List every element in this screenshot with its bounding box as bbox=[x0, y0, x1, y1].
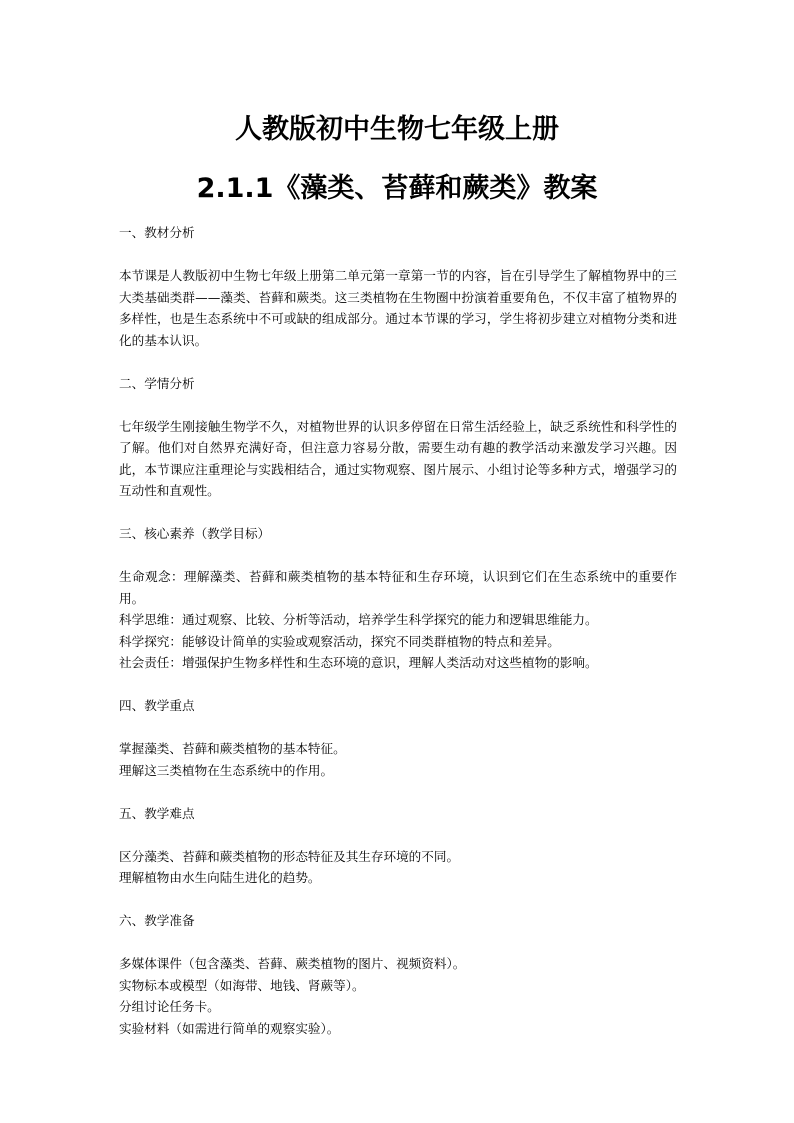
section-heading-core-literacy: 三、核心素养（教学目标） bbox=[119, 526, 271, 541]
document-body bbox=[119, 222, 677, 1039]
section-paragraph-textbook-analysis: 本节课是人教版初中生物七年级上册第二单元第一章第一节的内容，旨在引导学生了解植物界中的三大类基础类群——藻类、苔藓和蕨类。这三类植物在生物圈中扮演着重要角色，不仅丰富了植物界的多样性，也是生态系统中不可或缺的组成部分。通过本节课的学习，学生将初步建立对植物分类和进化的基本认识。 bbox=[119, 268, 677, 348]
section-heading-student-analysis: 二、学情分析 bbox=[119, 375, 195, 391]
objective-line: 科学思维：通过观察、比较、分析等活动，培养学生科学探究的能力和逻辑思维能力。 bbox=[119, 612, 598, 627]
difficulty-line: 理解植物由水生向陆生进化的趋势。 bbox=[119, 870, 321, 885]
document-subtitle: 2.1.1《藻类、苔藓和蕨类》教案 bbox=[196, 173, 598, 204]
preparation-line: 分组讨论任务卡。 bbox=[119, 999, 220, 1014]
objective-line: 科学探究：能够设计简单的实验或观察活动，探究不同类群植物的特点和差异。 bbox=[119, 633, 560, 649]
preparation-line: 实物标本或模型（如海带、地钱、肾蕨等）。 bbox=[119, 977, 365, 993]
objective-line: 生命观念：理解藻类、苔藓和蕨类植物的基本特征和生存环境，认识到它们在生态系统中的重要作用。 bbox=[119, 569, 677, 606]
preparation-line: 实验材料（如需进行简单的观察实验）。 bbox=[119, 1020, 340, 1036]
section-paragraph-student-analysis: 七年级学生刚接触生物学不久，对植物世界的认识多停留在日常生活经验上，缺乏系统性和科学性的了解。他们对自然界充满好奇，但注意力容易分散，需要生动有趣的教学活动来激发学习兴趣。因此，本节课应注重理论与实践相结合，通过实物观察、图片展示、小组讨论等多种方式，增强学习的互动性和直观性。 bbox=[119, 418, 677, 498]
document-title: 人教版初中生物七年级上册 bbox=[235, 114, 559, 145]
section-heading-preparation: 六、教学准备 bbox=[119, 913, 195, 928]
difficulty-line: 区分藻类、苔藓和蕨类植物的形态特征及其生存环境的不同。 bbox=[119, 848, 460, 864]
section-heading-textbook-analysis: 一、教材分析 bbox=[119, 225, 195, 240]
objective-line: 社会责任：增强保护生物多样性和生态环境的意识，理解人类活动对这些植物的影响。 bbox=[119, 655, 598, 670]
key-point-line: 掌握藻类、苔藓和蕨类植物的基本特征。 bbox=[119, 741, 346, 756]
section-heading-key-points: 四、教学重点 bbox=[119, 698, 195, 713]
preparation-line: 多媒体课件（包含藻类、苔藓、蕨类植物的图片、视频资料）。 bbox=[119, 956, 466, 971]
section-heading-difficulties: 五、教学难点 bbox=[119, 805, 195, 821]
key-point-line: 理解这三类植物在生态系统中的作用。 bbox=[119, 762, 334, 778]
